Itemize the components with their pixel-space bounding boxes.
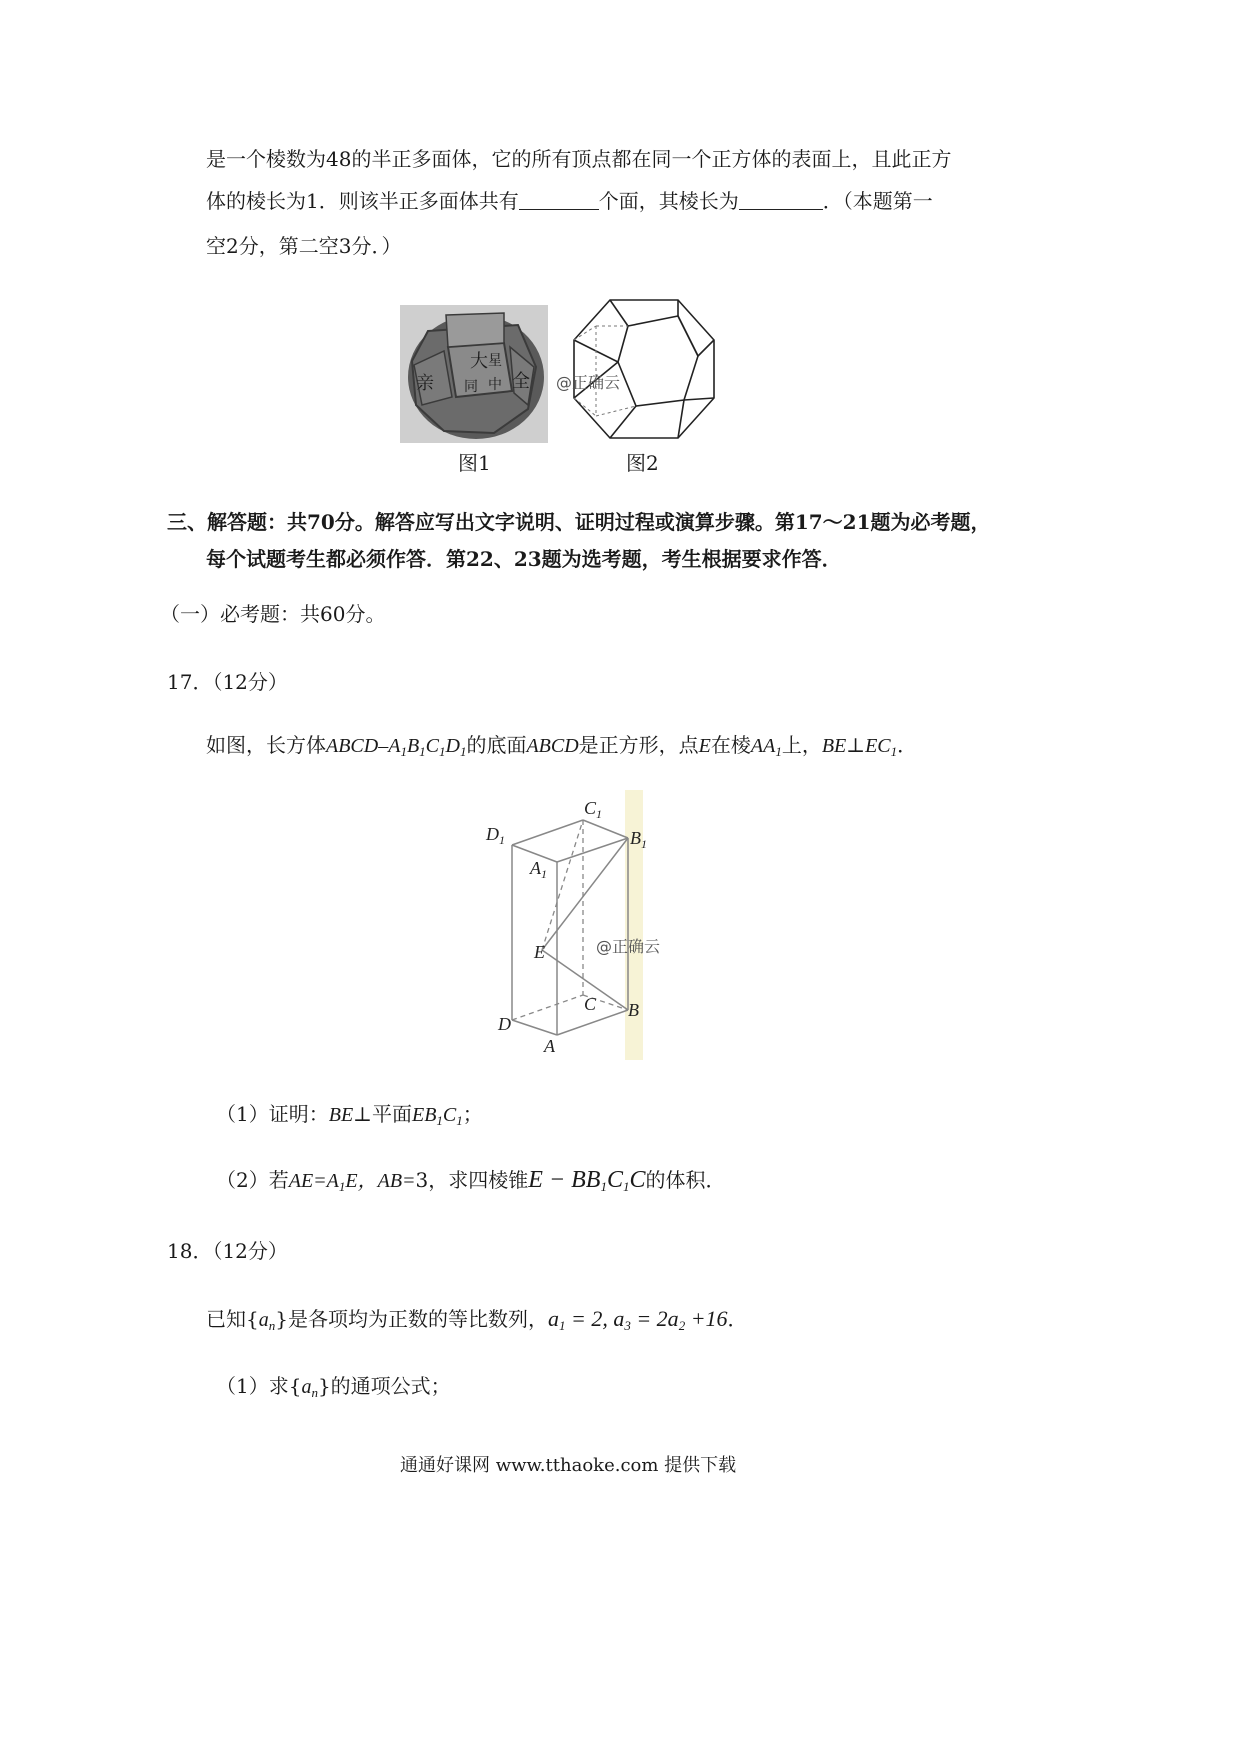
p17-stem-b: 的底面 <box>466 733 527 757</box>
figure-1-label: 图1 <box>458 451 491 475</box>
p17-part2-eq <box>289 1170 416 1192</box>
page-footer: 通通好课网 www.tthaoke.com 提供下载 <box>400 1455 737 1476</box>
p17-stem-c: 是正方形，点 <box>578 733 699 757</box>
p18-part1 <box>216 1372 451 1407</box>
p18-number-text: 18．（12分） <box>167 1239 288 1263</box>
watermark-1: @正确云 <box>556 373 621 392</box>
solid-part-4: C <box>425 735 439 757</box>
p18-stem-b: }是各项均为正数的等比数列， <box>275 1307 548 1331</box>
p17-part2 <box>216 1166 726 1201</box>
p17-stem-end: ． <box>897 733 918 757</box>
solid-part-5: 1 <box>439 744 446 759</box>
p18-stem-a: 已知{ <box>206 1307 259 1331</box>
p17-point: E <box>698 735 711 757</box>
p18-number <box>167 1237 288 1265</box>
section3-heading-line1-text: 三、解答题：共70分。解答应写出文字说明、证明过程或演算步骤。第17～21题为必考题， <box>167 510 991 534</box>
section3-heading-line2-text: 每个试题考生都必须作答．第22、23题为选考题，考生根据要求作答． <box>206 547 842 571</box>
label-E: E <box>534 942 545 962</box>
p17-stem-d: 在棱 <box>710 733 751 757</box>
label-A: A <box>544 1036 555 1056</box>
p17-part1-sub-c: 1 <box>456 1113 463 1128</box>
p18-part1-an: a <box>301 1376 312 1398</box>
label-A1-letter: A <box>530 858 541 878</box>
p17-perp-0: BE⊥EC <box>821 735 891 757</box>
p17-part2-e: E − BB <box>528 1167 601 1193</box>
p17-part2-sub-a: 1 <box>338 1179 346 1194</box>
p17-part2-h: 的体积． <box>645 1168 726 1192</box>
label-D: D <box>498 1014 511 1034</box>
label-D1-sub: 1 <box>499 833 505 847</box>
solid-part-2: B <box>406 735 420 757</box>
label-C: C <box>584 994 597 1014</box>
p17-number-text: 17．（12分） <box>167 670 288 694</box>
p18-formula-c: = 2a <box>630 1306 679 1331</box>
p16-line2 <box>206 187 933 215</box>
p17-edge <box>751 735 782 757</box>
p18-stem-end: ． <box>727 1307 748 1331</box>
solid-part-3: 1 <box>419 744 426 759</box>
label-C1-letter: C <box>584 798 597 818</box>
p18-formula-a: a <box>547 1306 559 1331</box>
solid-part-6: D <box>445 735 460 757</box>
p16-line2-a: 体的棱长为1．则该半正多面体共有 <box>206 189 519 213</box>
section3-subheading <box>160 600 385 628</box>
p17-perp-1: 1 <box>890 744 898 759</box>
p18-an: a <box>258 1309 269 1331</box>
label-A1 <box>529 858 547 881</box>
watermark-2: @正确云 <box>596 937 661 956</box>
p17-number <box>167 668 288 696</box>
seal-char-xing: 星 <box>488 353 502 369</box>
p18-formula: $a_1 = 2$, $a_3 = 2a_2 +16$ <box>547 1306 728 1333</box>
p18-formula-sub1: 1 <box>558 1318 566 1333</box>
p18-part1-a: （1）求{ <box>216 1374 302 1398</box>
p17-part1-a: （1）证明： <box>216 1102 329 1126</box>
figure-cuboid <box>480 790 680 1060</box>
p17-part2-a: （2）若 <box>216 1168 289 1192</box>
p18-part1-b: }的通项公式； <box>317 1374 451 1398</box>
seal-char-zhong: 中 <box>488 377 502 393</box>
p16-line3 <box>206 232 401 260</box>
p17-part1-b: BE <box>328 1104 354 1126</box>
p16-line1 <box>206 145 951 173</box>
p16-line3-text: 空2分，第二空3分．） <box>206 234 402 258</box>
p17-solid-name <box>326 735 466 757</box>
label-B1 <box>630 828 647 851</box>
section3-heading-line1 <box>167 508 991 536</box>
p18-formula-b: = 2, a <box>565 1306 625 1331</box>
p17-part1-plane <box>412 1104 463 1126</box>
p17-part1-e: C <box>442 1104 457 1126</box>
label-B1-sub: 1 <box>641 837 647 851</box>
label-D1 <box>485 824 505 847</box>
p17-base: ABCD <box>526 735 579 757</box>
label-B1-letter: B <box>630 828 641 848</box>
p17-stem-e: 上， <box>781 733 822 757</box>
p16-line2-b: 个面，其棱长为 <box>598 189 739 213</box>
p17-part1-d: EB <box>411 1104 437 1126</box>
p17-stem <box>206 731 917 766</box>
section3-heading-line2 <box>206 545 842 573</box>
p17-part2-sub-b: 1 <box>600 1179 607 1194</box>
p17-part1 <box>216 1100 483 1135</box>
p17-part1-f: ； <box>462 1102 483 1126</box>
seal-char-quan: 全 <box>512 371 530 392</box>
p17-part1-sub-b: 1 <box>436 1113 443 1128</box>
p17-part1-c: ⊥平面 <box>353 1102 412 1126</box>
figure-1-seal-photo <box>400 305 548 443</box>
seal-char-da: 大 <box>470 351 488 372</box>
p18-stem <box>206 1305 748 1340</box>
p17-part2-f: C <box>606 1167 623 1193</box>
blank-edge-length[interactable] <box>739 189 823 210</box>
p17-part2-c: E，AB= <box>345 1170 416 1192</box>
solid-part-1: 1 <box>400 744 407 759</box>
p17-stem-a: 如图，长方体 <box>206 733 326 757</box>
p17-part2-b: AE=A <box>288 1170 339 1192</box>
solid-part-7: 1 <box>459 744 467 759</box>
label-D1-letter: D <box>486 824 499 844</box>
p17-edge-1: 1 <box>775 744 782 759</box>
label-C1-sub: 1 <box>596 807 603 821</box>
p18-an-sub: n <box>268 1318 276 1333</box>
p16-line1-text: 是一个棱数为48的半正多面体，它的所有顶点都在同一个正方体的表面上，且此正方 <box>206 147 952 171</box>
label-B: B <box>628 1000 639 1020</box>
label-A1-sub: 1 <box>541 867 547 881</box>
section3-subheading-text: （一）必考题：共60分。 <box>160 602 386 626</box>
p17-part2-d: 3，求四棱锥 <box>415 1168 529 1192</box>
p17-part2-g: C <box>629 1167 646 1193</box>
blank-face-count[interactable] <box>519 189 599 210</box>
p17-part2-sub-c: 1 <box>622 1179 630 1194</box>
p17-perp <box>822 735 897 757</box>
p18-formula-d: +16 <box>685 1306 728 1331</box>
p18-part1-an-sub: n <box>311 1385 318 1400</box>
seal-char-qin: 亲 <box>416 373 434 394</box>
p17-part2-pyramid <box>528 1167 645 1193</box>
p16-line2-c: ．（本题第一 <box>822 189 933 213</box>
figure-2-label: 图2 <box>626 451 659 475</box>
seal-char-tong: 同 <box>464 379 478 395</box>
label-C1 <box>584 798 602 821</box>
solid-part-0: ABCD–A <box>326 735 401 757</box>
p17-edge-0: AA <box>750 735 776 757</box>
